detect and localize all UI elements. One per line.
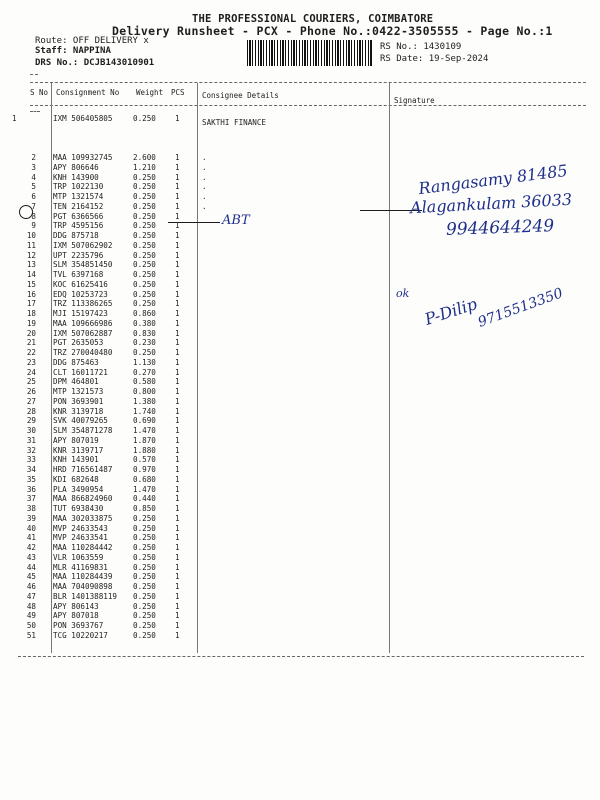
row-weight: 0.250 (133, 270, 156, 279)
column-header-signature: Signature (394, 96, 435, 105)
column-header-pcs: PCS (171, 88, 185, 97)
row-consignment: MTP 1321573 (53, 387, 104, 396)
header-rule-small (30, 111, 40, 112)
table-row (0, 416, 600, 426)
table-row (0, 592, 600, 602)
row-pcs: 1 (175, 211, 180, 221)
row-consignment: MLR 41169831 (53, 562, 108, 572)
row-weight: 0.250 (133, 114, 156, 123)
row-pcs: 1 (175, 289, 180, 299)
row-consignment: KNR 3139718 (53, 406, 104, 416)
row-consignment: PON 3693767 (53, 621, 104, 630)
row-consignment: PLA 3490954 (53, 484, 104, 494)
table-row (0, 397, 600, 407)
row-weight: 0.250 (133, 611, 156, 621)
row-sno: 5 (31, 182, 36, 192)
row-weight: 0.440 (133, 494, 156, 504)
row-consignment: MAA 109932745 (53, 153, 113, 162)
row-consignment: PON 3693901 (53, 396, 104, 406)
row-pcs: 1 (175, 445, 180, 455)
table-row (0, 582, 600, 592)
row-consignment: KDI 682648 (53, 474, 99, 484)
row-pcs: 1 (175, 523, 180, 533)
row-pcs: 1 (175, 601, 180, 611)
row-consignment: MVP 24633543 (53, 523, 108, 533)
row-weight: 0.570 (133, 455, 156, 465)
row-pcs: 1 (175, 367, 180, 377)
table-row (0, 270, 600, 280)
row-consignment: TVL 6397168 (53, 270, 104, 279)
row-consignment: PGT 6366566 (53, 211, 104, 221)
row-weight: 0.250 (133, 621, 156, 630)
row-consignment: EDQ 10253723 (53, 289, 108, 299)
company-name: THE PROFESSIONAL COURIERS, COIMBATORE (192, 13, 434, 25)
row-sno: 17 (26, 299, 36, 309)
row-consignment: DDG 875463 (53, 357, 99, 367)
table-row (0, 485, 600, 495)
row-consignment: KNR 3139717 (53, 445, 104, 455)
row-pcs: 1 (175, 474, 180, 484)
table-row (0, 602, 600, 612)
row-pcs: 1 (175, 396, 180, 406)
rs-date: RS Date: 19-Sep-2024 (380, 54, 489, 64)
row-consignment: VLR 1063559 (53, 552, 104, 562)
row-sno: 27 (26, 396, 36, 406)
row-consignment: APY 807019 (53, 435, 99, 445)
table-row (0, 494, 600, 504)
row-pcs: 1 (175, 250, 180, 260)
row-pcs: 1 (175, 494, 180, 504)
drs-barcode (247, 40, 373, 66)
row-pcs: 1 (175, 543, 180, 552)
row-weight: 0.230 (133, 338, 156, 348)
row-weight: 1.870 (133, 435, 156, 445)
row-consignment: APY 806646 (53, 162, 99, 172)
header-rule-left (30, 74, 38, 75)
table-row (0, 280, 600, 290)
row-pcs: 1 (175, 591, 180, 601)
row-weight: 0.250 (133, 279, 156, 289)
row-pcs: 1 (175, 572, 180, 582)
row-consignment: TEN 2164152 (53, 201, 104, 211)
row-sno: 10 (26, 231, 36, 240)
row-pcs: 1 (175, 513, 180, 523)
row-pcs: 1 (175, 192, 180, 201)
row-weight: 0.250 (133, 221, 156, 231)
column-header-weight: Weight (136, 88, 164, 97)
row-sno: 20 (26, 328, 36, 338)
row-sno: 16 (26, 289, 36, 299)
consignee-placeholder-dot: . (202, 162, 207, 172)
row-sno: 34 (26, 465, 36, 474)
row-pcs: 1 (175, 348, 180, 357)
row-weight: 0.860 (133, 309, 156, 318)
row-sno: 49 (26, 611, 36, 621)
row-weight: 0.680 (133, 474, 156, 484)
table-row (0, 621, 600, 631)
row-pcs: 1 (175, 426, 180, 435)
row-pcs: 1 (175, 279, 180, 289)
table-row (0, 446, 600, 456)
row-sno: 24 (26, 367, 36, 377)
row-sno: 44 (26, 562, 36, 572)
row-pcs: 1 (175, 552, 180, 562)
row-consignment: BLR 1401388119 (53, 591, 118, 601)
row-sno: 41 (26, 533, 36, 543)
row-pcs: 1 (175, 328, 180, 338)
row-pcs: 1 (175, 231, 180, 240)
row-pcs: 1 (175, 562, 180, 572)
row-pcs: 1 (175, 377, 180, 387)
row-weight: 0.250 (133, 201, 156, 211)
row-weight: 0.250 (133, 299, 156, 309)
row-consignment: SLM 354851450 (53, 260, 113, 270)
table-row (0, 329, 600, 339)
table-row (0, 504, 600, 514)
table-row (0, 338, 600, 348)
row-sno: 14 (26, 270, 36, 279)
row-sno: 25 (26, 377, 36, 387)
row-consignment: TRZ 270040480 (53, 348, 113, 357)
row-consignment: TRP 4595156 (53, 221, 104, 231)
table-row (0, 563, 600, 573)
consignee-placeholder-dot: . (202, 172, 207, 182)
row-sno: 43 (26, 552, 36, 562)
row-sno: 50 (26, 621, 36, 630)
row-consignment: TUT 6938430 (53, 504, 104, 513)
row-consignment: HRD 716561487 (53, 465, 113, 474)
row-consignment: SLM 354871278 (53, 426, 113, 435)
row-weight: 0.250 (133, 182, 156, 192)
row-sno: 47 (26, 591, 36, 601)
row-weight: 0.970 (133, 465, 156, 474)
table-row (0, 241, 600, 251)
row-sno: 2 (31, 153, 36, 162)
row-pcs: 1 (175, 387, 180, 396)
row-weight: 0.380 (133, 318, 156, 328)
row-sno: 26 (26, 387, 36, 396)
row-consignment: MAA 109666986 (53, 318, 113, 328)
row-weight: 0.800 (133, 387, 156, 396)
row-consignment: MAA 866824960 (53, 494, 113, 504)
row-sno: 23 (26, 357, 36, 367)
row-pcs: 1 (175, 338, 180, 348)
table-bottom-rule (18, 656, 584, 657)
row-pcs: 1 (175, 484, 180, 494)
row-sno: 9 (31, 221, 36, 231)
row-weight: 0.250 (133, 630, 156, 640)
row-pcs: 1 (175, 416, 180, 426)
row-sno: 13 (26, 260, 36, 270)
row-sno: 22 (26, 348, 36, 357)
table-row (0, 114, 600, 127)
row-weight: 0.250 (133, 260, 156, 270)
handwritten-absent: ABT (222, 213, 250, 228)
row-weight: 0.250 (133, 289, 156, 299)
row-weight: 0.250 (133, 231, 156, 240)
row-sno: 31 (26, 435, 36, 445)
row-sno: 19 (26, 318, 36, 328)
header-bottom-rule (30, 105, 586, 106)
row-pcs: 1 (175, 465, 180, 474)
row-weight: 1.470 (133, 426, 156, 435)
table-row (0, 290, 600, 300)
row-weight: 0.830 (133, 328, 156, 338)
row-sno: 33 (26, 455, 36, 465)
table-top-rule (30, 82, 586, 83)
row-weight: 0.850 (133, 504, 156, 513)
row-pcs: 1 (175, 182, 180, 192)
consignee-placeholder-dot: . (202, 153, 207, 162)
row-weight: 0.250 (133, 543, 156, 552)
row-consignment: MAA 302033875 (53, 513, 113, 523)
table-row (0, 260, 600, 270)
row-weight: 1.470 (133, 484, 156, 494)
table-row (0, 426, 600, 436)
row-consignment: KNH 143901 (53, 455, 99, 465)
row-weight: 0.580 (133, 377, 156, 387)
row-weight: 0.250 (133, 250, 156, 260)
row-pcs: 1 (175, 318, 180, 328)
row-pcs: 1 (175, 240, 180, 250)
row-sno: 11 (26, 240, 36, 250)
row-sno: 39 (26, 513, 36, 523)
row-sno: 29 (26, 416, 36, 426)
row-consignment: APY 807018 (53, 611, 99, 621)
row-sno: 46 (26, 582, 36, 591)
table-row (0, 465, 600, 475)
handwritten-receiver-phone: 9944644249 (445, 216, 555, 240)
table-row (0, 611, 600, 621)
table-row (0, 436, 600, 446)
row-weight: 2.600 (133, 153, 156, 162)
row-weight: 0.690 (133, 416, 156, 426)
row-pcs: 1 (175, 153, 180, 162)
row-sno: 4 (31, 172, 36, 182)
row-pcs: 1 (175, 270, 180, 279)
table-row (0, 251, 600, 261)
row-sno: 45 (26, 572, 36, 582)
table-row (0, 153, 600, 163)
row-consignment: MJI 15197423 (53, 309, 108, 318)
table-row (0, 631, 600, 641)
row-consignment: TCG 10220217 (53, 630, 108, 640)
row-consignment: PGT 2635053 (53, 338, 104, 348)
row-weight: 0.250 (133, 348, 156, 357)
row-consignment: MAA 110284439 (53, 572, 113, 582)
row-sno: 3 (31, 162, 36, 172)
row-weight: 1.380 (133, 396, 156, 406)
row-consignment: TRZ 113386265 (53, 299, 113, 309)
table-row (0, 572, 600, 582)
row-weight: 0.250 (133, 172, 156, 182)
row-weight: 0.250 (133, 572, 156, 582)
row-consignment: DDG 875718 (53, 231, 99, 240)
row-weight: 0.250 (133, 192, 156, 201)
row-weight: 0.250 (133, 582, 156, 591)
row-pcs: 1 (175, 309, 180, 318)
row-consignment: MVP 24633541 (53, 533, 108, 543)
row-sno: 1 (12, 114, 17, 123)
row-consignment: IXM 506405805 (53, 114, 113, 123)
circled-row-number (19, 205, 33, 219)
row-consignment: SVK 40079265 (53, 416, 108, 426)
row-consignment: APY 806143 (53, 601, 99, 611)
row-consignment: MTP 1321574 (53, 192, 104, 201)
row-sno: 15 (26, 279, 36, 289)
row-sno: 7 (31, 201, 36, 211)
table-row (0, 407, 600, 417)
row-consignment: KNH 143900 (53, 172, 99, 182)
row-pcs: 1 (175, 435, 180, 445)
handwritten-receiver-line2: Alagankulam 36033 (409, 189, 573, 218)
row-sno: 12 (26, 250, 36, 260)
row-pcs: 1 (175, 406, 180, 416)
consignee-placeholder-dot: . (202, 182, 207, 192)
table-row (0, 524, 600, 534)
row-pcs: 1 (175, 582, 180, 591)
row-sno: 6 (31, 192, 36, 201)
row-sno: 21 (26, 338, 36, 348)
row-pcs: 1 (175, 533, 180, 543)
row-pcs: 1 (175, 621, 180, 630)
drs-number: DRS No.: DCJB143010901 (35, 58, 155, 68)
row-consignment: UPT 2235796 (53, 250, 104, 260)
table-row (0, 377, 600, 387)
row-weight: 0.250 (133, 523, 156, 533)
row-weight: 0.250 (133, 240, 156, 250)
row-sno: 30 (26, 426, 36, 435)
table-row (0, 475, 600, 485)
route-label: Route: OFF DELIVERY x (35, 36, 149, 46)
row-sno: 8 (31, 211, 36, 221)
row-sno: 28 (26, 406, 36, 416)
row-pcs: 1 (175, 114, 180, 123)
column-header-consignment: Consignment No (56, 88, 120, 97)
table-row (0, 543, 600, 553)
table-row (0, 455, 600, 465)
handwritten-second-phone: 9715513350 (475, 285, 566, 331)
row-sno: 37 (26, 494, 36, 504)
row-weight: 0.270 (133, 367, 156, 377)
row-weight: 0.250 (133, 211, 156, 221)
row-weight: 0.250 (133, 513, 156, 523)
row-consignment: TRP 1022130 (53, 182, 104, 192)
row-sno: 35 (26, 474, 36, 484)
row-weight: 0.250 (133, 533, 156, 543)
row-consignment: IXM 507062887 (53, 328, 113, 338)
table-row (0, 358, 600, 368)
row-pcs: 1 (175, 504, 180, 513)
row-pcs: 1 (175, 221, 180, 231)
row-pcs: 1 (175, 260, 180, 270)
consignee-placeholder-dot: . (202, 192, 207, 201)
handwritten-ok: ok (396, 287, 410, 300)
row-pcs: 1 (175, 201, 180, 211)
table-row (0, 348, 600, 358)
row-consignee: SAKTHI FINANCE (202, 118, 267, 127)
table-row (0, 514, 600, 524)
table-row (0, 387, 600, 397)
strike-line (168, 222, 220, 223)
row-weight: 1.210 (133, 162, 156, 172)
rs-number: RS No.: 1430109 (380, 42, 462, 52)
row-pcs: 1 (175, 455, 180, 465)
row-pcs: 1 (175, 630, 180, 640)
row-sno: 40 (26, 523, 36, 533)
consignee-placeholder-dot: . (202, 201, 207, 211)
row-pcs: 1 (175, 357, 180, 367)
row-weight: 0.250 (133, 601, 156, 611)
staff-label: Staff: NAPPINA (35, 46, 111, 56)
row-weight: 0.250 (133, 562, 156, 572)
row-consignment: CLT 16011721 (53, 367, 108, 377)
table-row (0, 533, 600, 543)
row-consignment: KOC 61625416 (53, 279, 108, 289)
row-sno: 36 (26, 484, 36, 494)
row-weight: 0.250 (133, 552, 156, 562)
row-sno: 38 (26, 504, 36, 513)
row-pcs: 1 (175, 611, 180, 621)
table-row (0, 553, 600, 563)
column-header-consignee: Consignee Details (202, 91, 279, 100)
row-sno: 42 (26, 543, 36, 552)
runsheet-title: Delivery Runsheet - PCX - Phone No.:0422-3505555 - Page No.:1 (112, 24, 553, 38)
row-weight: 0.250 (133, 591, 156, 601)
row-consignment: DPM 464801 (53, 377, 99, 387)
row-pcs: 1 (175, 172, 180, 182)
handwritten-receiver-name: Rangasamy 81485 (417, 160, 569, 199)
row-sno: 32 (26, 445, 36, 455)
row-consignment: IXM 507062902 (53, 240, 113, 250)
row-weight: 1.740 (133, 406, 156, 416)
row-consignment: MAA 110284442 (53, 543, 113, 552)
row-weight: 1.880 (133, 445, 156, 455)
row-pcs: 1 (175, 162, 180, 172)
row-sno: 51 (26, 630, 36, 640)
table-row (0, 368, 600, 378)
row-pcs: 1 (175, 299, 180, 309)
column-header-sno: S No (30, 88, 49, 97)
row-sno: 18 (26, 309, 36, 318)
row-consignment: MAA 704090898 (53, 582, 113, 591)
row-sno: 48 (26, 601, 36, 611)
handwritten-second-name: P-Dilip (422, 294, 480, 329)
row-weight: 1.130 (133, 357, 156, 367)
